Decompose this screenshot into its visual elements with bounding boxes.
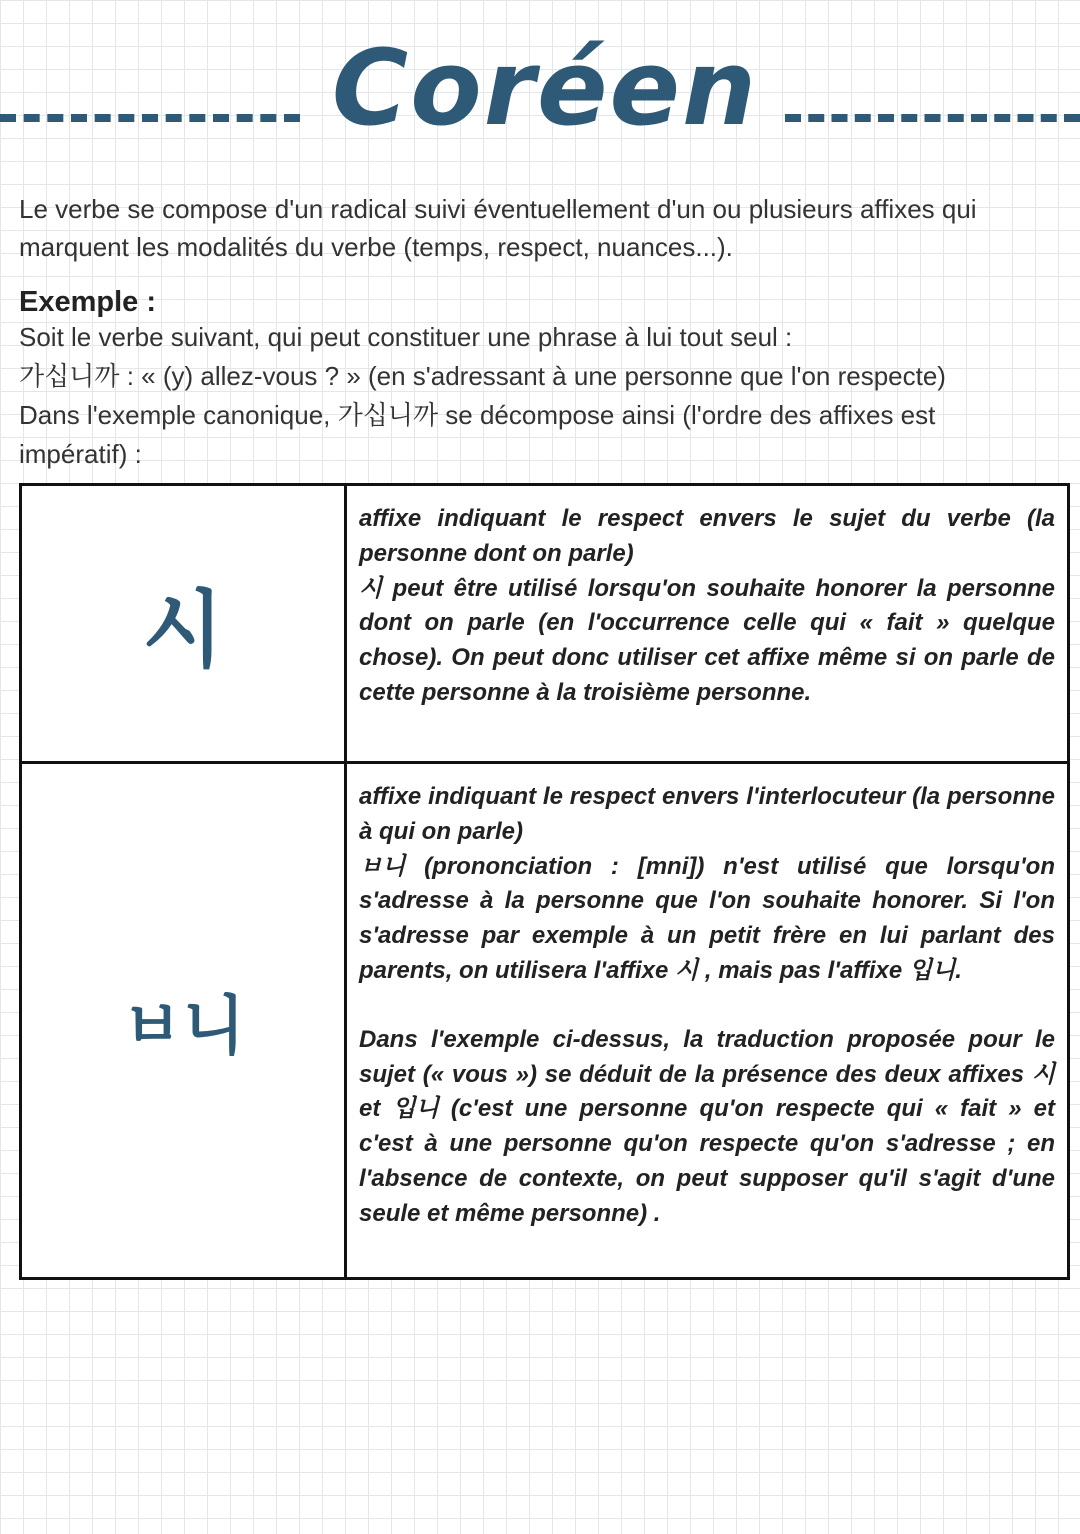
- affix-si: 시: [142, 581, 224, 679]
- description-paragraph: affixe indiquant le respect envers l'interlocuteur (la personne à qui on parle): [359, 783, 1055, 845]
- example-line: Dans l'exemple canonique, 가십니까 se décompose ainsi (l'ordre des affixes est: [19, 400, 936, 430]
- description-paragraph: affixe indiquant le respect envers le sujet du verbe (la personne dont on parle): [359, 505, 1055, 567]
- affix-mni: ㅂ니: [121, 989, 245, 1064]
- affix-row-si: [21, 485, 1069, 763]
- example-line: 가십니까 : « (y) allez-vous ? » (en s'adressant à une personne que l'on respecte): [19, 361, 946, 391]
- title-dash-left: [0, 114, 300, 122]
- title-dash-right: [785, 114, 1080, 122]
- page-title: Coréen: [331, 27, 759, 149]
- affix-row-mni: [21, 763, 1069, 1279]
- affix-description: [346, 485, 1069, 763]
- page-header: [0, 18, 1080, 158]
- affix-cell: [21, 763, 346, 1279]
- affix-cell: [21, 485, 346, 763]
- description-paragraph: ㅂ니 (prononciation : [mni]) n'est utilisé que lorsqu'on s'adresse à la personne que l'on souhaite honorer. Si l'on s'adresse par exemple à un petit frère en lui parlant des parents, on utilisera l'affixe 시 , mais pas l'affixe 입니.: [359, 852, 1055, 984]
- example-line: impératif) :: [19, 439, 142, 469]
- affix-table: [19, 483, 1070, 1280]
- affix-description: [346, 763, 1069, 1279]
- description-paragraph: 시 peut être utilisé lorsqu'on souhaite honorer la personne dont on parle (en l'occurrence celle qui « fait » quelque chose). On peut donc utiliser cet affixe même si on parle de cette personne à la troisième personne.: [359, 574, 1055, 706]
- example-line: Soit le verbe suivant, qui peut constituer une phrase à lui tout seul :: [19, 322, 793, 352]
- example-text: [19, 318, 1059, 474]
- example-heading: Exemple :: [19, 286, 156, 318]
- description-paragraph: Dans l'exemple ci-dessus, la traduction proposée pour le sujet (« vous ») se déduit de la présence des deux affixes 시 et 입니 (c'est une personne qu'on respecte qui « fait » et c'est à une personne qu'on respecte qu'on s'adresse ; en l'absence de contexte, on peut supposer qu'il s'agit d'une seule et même personne) .: [359, 1025, 1055, 1227]
- intro-paragraph: Le verbe se compose d'un radical suivi éventuellement d'un ou plusieurs affixes qui marquent les modalités du verbe (temps, respect, nuances...).: [19, 194, 977, 262]
